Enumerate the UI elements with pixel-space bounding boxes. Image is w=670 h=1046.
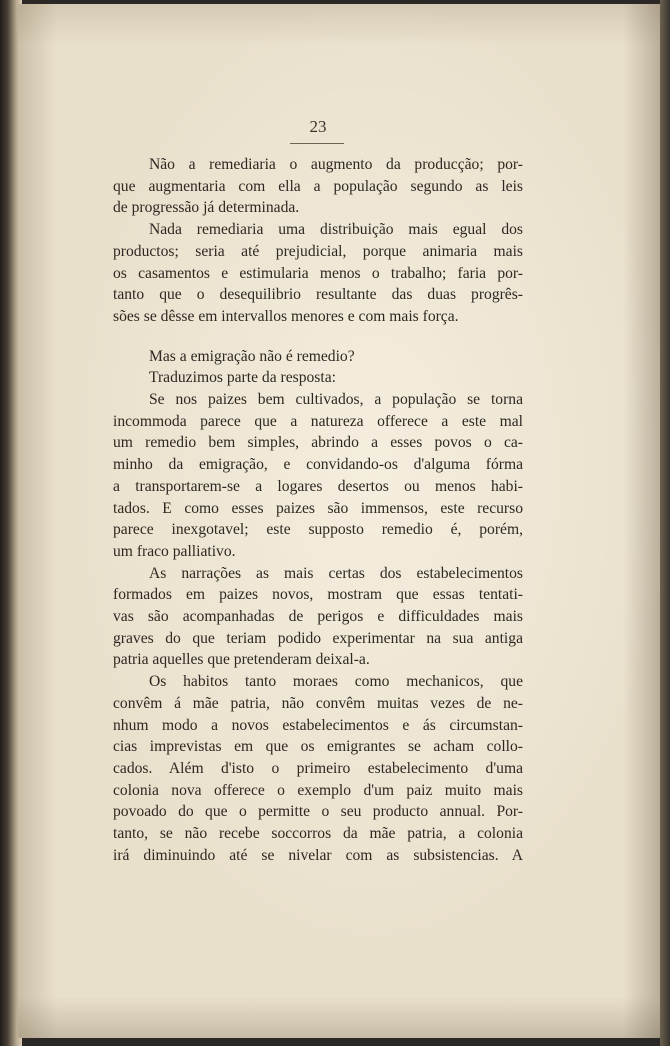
page-edge-shadow xyxy=(660,0,670,1046)
page-number: 23 xyxy=(309,117,327,136)
text-line: Nada remediaria uma distribuição mais egual dos xyxy=(149,221,523,239)
text-line: minho da emigração, e convidando-os d'alguma fórma xyxy=(113,456,523,474)
text-line: tanto, se não recebe soccorros da mãe patria, a colonia xyxy=(113,825,523,843)
text-line: graves do que teriam podido experimentar na sua antiga xyxy=(113,629,523,647)
text-line: um remedio bem simples, abrindo a esses povos o ca- xyxy=(113,434,523,452)
text-line: povoado do que o permitte o seu producto annual. Por- xyxy=(113,803,523,821)
text-line: cias imprevistas em que os emigrantes se acham collo- xyxy=(113,738,523,756)
text-line: Não a remediaria o augmento da producção; por- xyxy=(149,156,523,173)
text-line: sões se dêsse em intervallos menores e com mais força. xyxy=(113,307,459,325)
text-line: vas são acompanhadas de perigos e difficuldades mais xyxy=(113,608,523,626)
text-line: tados. E como esses paizes são immensos, este recurso xyxy=(113,499,523,517)
book-page xyxy=(18,4,662,1038)
text-line: um fraco palliativo. xyxy=(113,542,236,560)
text-line: patria aquelles que pretenderam deixal-a. xyxy=(113,651,370,669)
text-line: Traduzimos parte da resposta: xyxy=(149,369,336,387)
text-line: Os habitos tanto moraes como mechanicos, que xyxy=(149,673,523,691)
text-line: As narrações as mais certas dos estabelecimentos xyxy=(149,564,523,582)
text-line: Mas a emigração não é remedio? xyxy=(149,347,355,365)
page-number-rule xyxy=(290,143,344,144)
text-line: formados em paizes novos, mostram que essas tentati- xyxy=(113,586,523,604)
text-line: tanto que o desequilibrio resultante das duas progrês- xyxy=(113,286,523,304)
text-line: incommoda parece que a natureza offerece a este mal xyxy=(113,412,523,430)
text-line: cados. Além d'isto o primeiro estabelecimento d'uma xyxy=(113,759,523,777)
text-line: os casamentos e estimularia menos o trabalho; faria por- xyxy=(113,264,523,282)
text-line: parece inexgotavel; este supposto remedio é, porém, xyxy=(113,521,523,539)
text-line: Se nos paizes bem cultivados, a população se torna xyxy=(149,391,523,409)
text-line: que augmentaria com ella a população segundo as leis xyxy=(113,177,523,195)
text-line: productos; seria até prejudicial, porque animaria mais xyxy=(113,242,523,260)
text-line: nhum modo a novos estabelecimentos e ás circumstan- xyxy=(113,716,523,734)
text-line: de progressão já determinada. xyxy=(113,199,300,217)
text-line: irá diminuindo até se nivelar com as subsistencias. A xyxy=(113,846,523,864)
text-line: colonia nova offerece o exemplo d'um paiz muito mais xyxy=(113,781,523,799)
paragraph-gap xyxy=(113,328,523,346)
body-text xyxy=(113,154,523,867)
text-line: a transportarem-se a logares desertos ou menos habi- xyxy=(113,477,523,495)
text-line: convêm á mãe patria, não convêm muitas vezes de ne- xyxy=(113,694,523,712)
